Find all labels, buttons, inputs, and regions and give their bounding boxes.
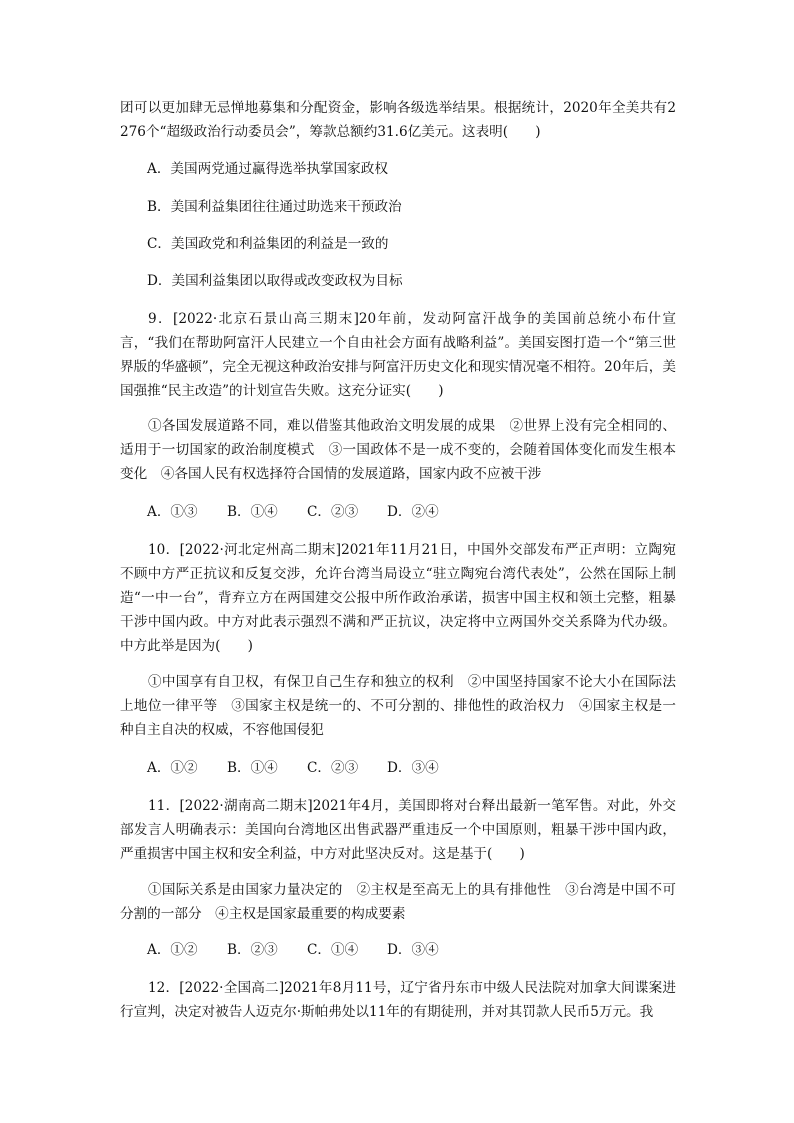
q9-choice-a: A．①③	[147, 504, 198, 520]
q10-choices	[147, 756, 439, 780]
q11-choices	[147, 938, 439, 962]
q10-choice-c: C．②③	[307, 760, 359, 776]
q10-stem: 10．[2022·河北定州高二期末]2021年11月21日，中国外交部发布严正声明：立陶宛不顾中方严正抗议和反复交涉，允许台湾当局设立“驻立陶宛台湾代表处”，公然在国际上制造“一中一台”，背弃立方在两国建交公报中所作政治承诺，损害中国主权和领土完整，粗暴干涉中国内政。中方对此表示强烈不满和严正抗议，决定将中立两国外交关系降为代办级。中方此举是因为( )	[120, 542, 676, 654]
q11-statements: ①国际关系是由国家力量决定的 ②主权是至高无上的具有排他性 ③台湾是中国不可分割的一部分 ④主权是国家最重要的构成要素	[120, 882, 676, 922]
q9-choice-d: D．②④	[387, 504, 439, 520]
q9-choice-c: C．②③	[307, 504, 359, 520]
q9-statements: ①各国发展道路不同，难以借鉴其他政治文明发展的成果 ②世界上没有完全相同的、适用于一切国家的政治制度模式 ③一国政体不是一成不变的，会随着国体变化而发生根本变化 ④各国人民有权选择符合国情的发展道路，国家内政不应被干涉	[120, 418, 676, 482]
q8-stem-tail: 团可以更加肆无忌惮地募集和分配资金，影响各级选举结果。根据统计，2020年全美共有2 276个“超级政治行动委员会”，筹款总额约31.6亿美元。这表明( )	[120, 100, 676, 140]
q12-stem: 12．[2022·全国高二]2021年8月11号，辽宁省丹东市中级人民法院对加拿大间谍案进行宣判，决定对被告人迈克尔·斯帕弗处以11年的有期徒刑，并对其罚款人民币5万元。我	[120, 980, 676, 1020]
q11-choice-b: B．②③	[227, 942, 278, 958]
q9-choices	[147, 500, 439, 524]
q9-choice-b: B．①④	[227, 504, 278, 520]
q10-choice-a: A．①②	[147, 760, 198, 776]
q11-choice-c: C．①④	[307, 942, 359, 958]
q11-stem: 11．[2022·湖南高二期末]2021年4月，美国即将对台释出最新一笔军售。对此，外交部发言人明确表示：美国向台湾地区出售武器严重违反一个中国原则，粗暴干涉中国内政，严重损害中国主权和安全利益，中方对此坚决反对。这是基于( )	[120, 798, 676, 862]
q10-choice-b: B．①④	[227, 760, 278, 776]
q11-choice-a: A．①②	[147, 942, 198, 958]
q9-stem: 9．[2022·北京石景山高三期末]20年前，发动阿富汗战争的美国前总统小布什宣言，“我们在帮助阿富汗人民建立一个自由社会方面有战略利益”。美国妄图打造一个“第三世界版的华盛顿”，完全无视这种政治安排与阿富汗历史文化和现实情况毫不相符。20年后，美国强推“民主改造”的计划宣告失败。这充分证实( )	[120, 311, 676, 399]
q11-choice-d: D．③④	[387, 942, 439, 958]
q8-option-a: A．美国两党通过赢得选举执掌国家政权	[147, 161, 388, 177]
q8-option-b: B．美国利益集团往往通过助选来干预政治	[147, 199, 402, 215]
q10-choice-d: D．③④	[387, 760, 439, 776]
q10-statements: ①中国享有自卫权，有保卫自己生存和独立的权利 ②中国坚持国家不论大小在国际法上地位一律平等 ③国家主权是统一的、不可分割的、排他性的政治权力 ④国家主权是一种自主自决的权威，不容他国侵犯	[120, 674, 676, 738]
q8-option-c: C．美国政党和利益集团的利益是一致的	[147, 236, 389, 252]
q8-option-d: D．美国利益集团以取得或改变政权为目标	[147, 273, 403, 289]
